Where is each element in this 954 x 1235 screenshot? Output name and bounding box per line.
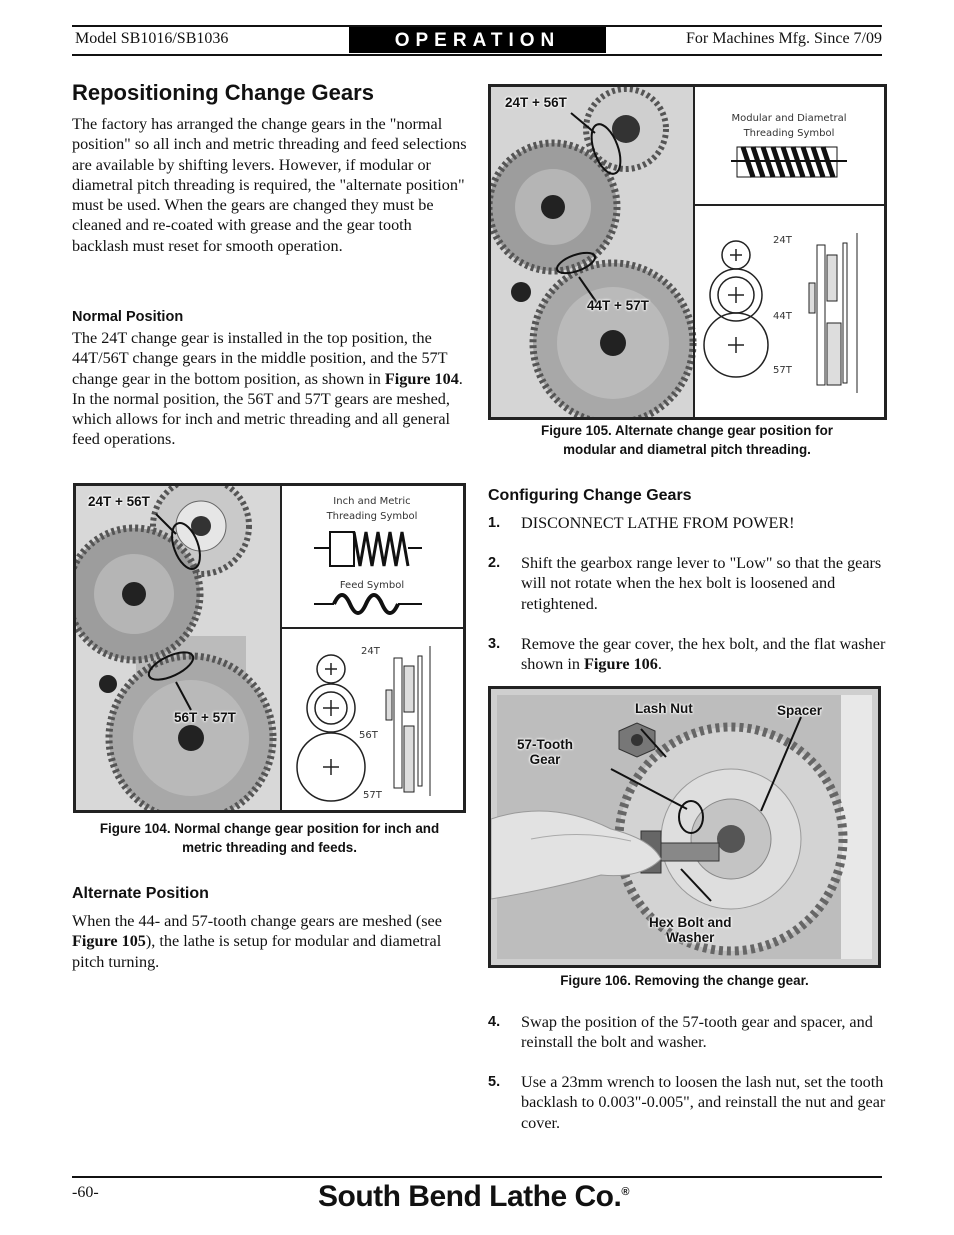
intro-paragraph: The factory has arranged the change gears in the "normal position" so all inch and metric threading and feed selections are available by shifting levers. However, if modular or diametral pitch threading is required, the "alternate position" must be used. When the gears are changed they must be cleaned and re-coated with grease and the gear tooth backlash must reset for smooth operation. [72, 115, 467, 255]
figure-104-ref: Figure 104 [384, 369, 459, 388]
feed-symbol-icon [314, 595, 422, 613]
fig105-label-24t-56t: 24T + 56T [505, 95, 567, 110]
step-2 [488, 553, 888, 614]
header-section: OPERATION [349, 27, 606, 53]
brand-logo: South Bend Lathe Co.® [318, 1180, 629, 1213]
step-number: 4. [488, 1014, 501, 1030]
figure-106 [488, 686, 881, 968]
fig105-gear-57t: 57T [773, 365, 792, 376]
page-number: -60- [72, 1184, 99, 1201]
figure-105-caption: Figure 105. Alternate change gear position for modular and diametral pitch threading. [541, 423, 833, 457]
header-model: Model SB1016/SB1036 [75, 30, 229, 47]
step-text: DISCONNECT LATHE FROM POWER! [521, 514, 795, 532]
figure-106-ref: Figure 106 [583, 655, 658, 674]
figure-105 [488, 84, 887, 420]
fig104-symbol-title-1: Inch and Metric [333, 496, 411, 507]
fig105-symbol-title-2: Threading Symbol [743, 128, 835, 139]
fig104-gear-24t: 24T [361, 646, 380, 657]
fig106-label-hex-bolt-washer: Hex Bolt and Washer [649, 915, 732, 945]
step-text: Swap the position of the 57-tooth gear and spacer, and reinstall the bolt and washer. [521, 1013, 873, 1052]
normal-position-heading: Normal Position [72, 309, 184, 325]
inch-metric-thread-symbol-icon [314, 532, 422, 566]
fig105-symbol-title-1: Modular and Diametral [731, 113, 847, 124]
step-number: 1. [488, 515, 501, 531]
step-4 [488, 1012, 888, 1053]
fig104-feed-symbol: Feed Symbol [339, 580, 405, 591]
configuring-heading: Configuring Change Gears [488, 487, 692, 504]
step-5 [488, 1072, 888, 1133]
figure-104-illustration [76, 486, 463, 810]
step-3 [488, 634, 888, 675]
alternate-position-paragraph: When the 44- and 57-tooth change gears are meshed (see Figure 105), the lathe is setup for modular and diametral pitch turning. [72, 912, 442, 971]
fig104-gear-56t: 56T [359, 730, 378, 741]
step-1 [488, 513, 888, 533]
fig105-gear-24t: 24T [773, 235, 792, 246]
figure-104-caption: Figure 104. Normal change gear position for inch and metric threading and feeds. [99, 821, 440, 855]
fig104-label-56t-57t: 56T + 57T [174, 710, 236, 725]
figure-105-illustration [491, 87, 884, 417]
step-number: 3. [488, 636, 501, 652]
figure-106-caption: Figure 106. Removing the change gear. [560, 973, 809, 988]
normal-position-paragraph: The 24T change gear is installed in the top position, the 44T/56T change gears in the middle position, and the 57T change gear in the bottom position, as shown in Figure 104. In the normal position, the 56T and 57T gears are meshed, which allows for inch and metric threading and all general feed operations. [72, 329, 463, 449]
step-number: 5. [488, 1074, 501, 1090]
step-text: Remove the gear cover, the hex bolt, and the flat washer shown in Figure 106. [521, 635, 886, 674]
gear-top-icon [586, 89, 666, 169]
fig104-symbol-title-2: Threading Symbol [326, 511, 418, 522]
fig104-gear-57t: 57T [363, 790, 382, 801]
step-text: Use a 23mm wrench to loosen the lash nut, set the tooth backlash to 0.003"-0.005", and reinstall the nut and gear cover. [521, 1073, 886, 1132]
header-machines: For Machines Mfg. Since 7/09 [686, 30, 882, 47]
header-rule-bottom [72, 54, 882, 56]
fig105-label-44t-57t: 44T + 57T [587, 298, 649, 313]
fig105-gear-44t: 44T [773, 311, 792, 322]
alternate-position-heading: Alternate Position [72, 885, 209, 902]
figure-104 [73, 483, 466, 813]
fig106-label-spacer: Spacer [777, 703, 823, 718]
fig106-label-57-tooth-gear: 57-Tooth Gear [517, 737, 573, 767]
step-number: 2. [488, 555, 501, 571]
figure-105-ref: Figure 105 [72, 932, 146, 951]
modular-diametral-thread-symbol-icon [731, 147, 847, 177]
fig106-label-lash-nut: Lash Nut [635, 701, 693, 716]
step-text: Shift the gearbox range lever to "Low" so that the gears will not rotate when the hex bolt is loosened and retightened. [521, 554, 882, 613]
gear-bottom-icon [533, 263, 693, 417]
footer-rule [72, 1176, 882, 1178]
gear-train-diagram-icon [297, 646, 430, 801]
page-title: Repositioning Change Gears [72, 80, 374, 105]
fig104-label-24t-56t: 24T + 56T [88, 494, 150, 509]
